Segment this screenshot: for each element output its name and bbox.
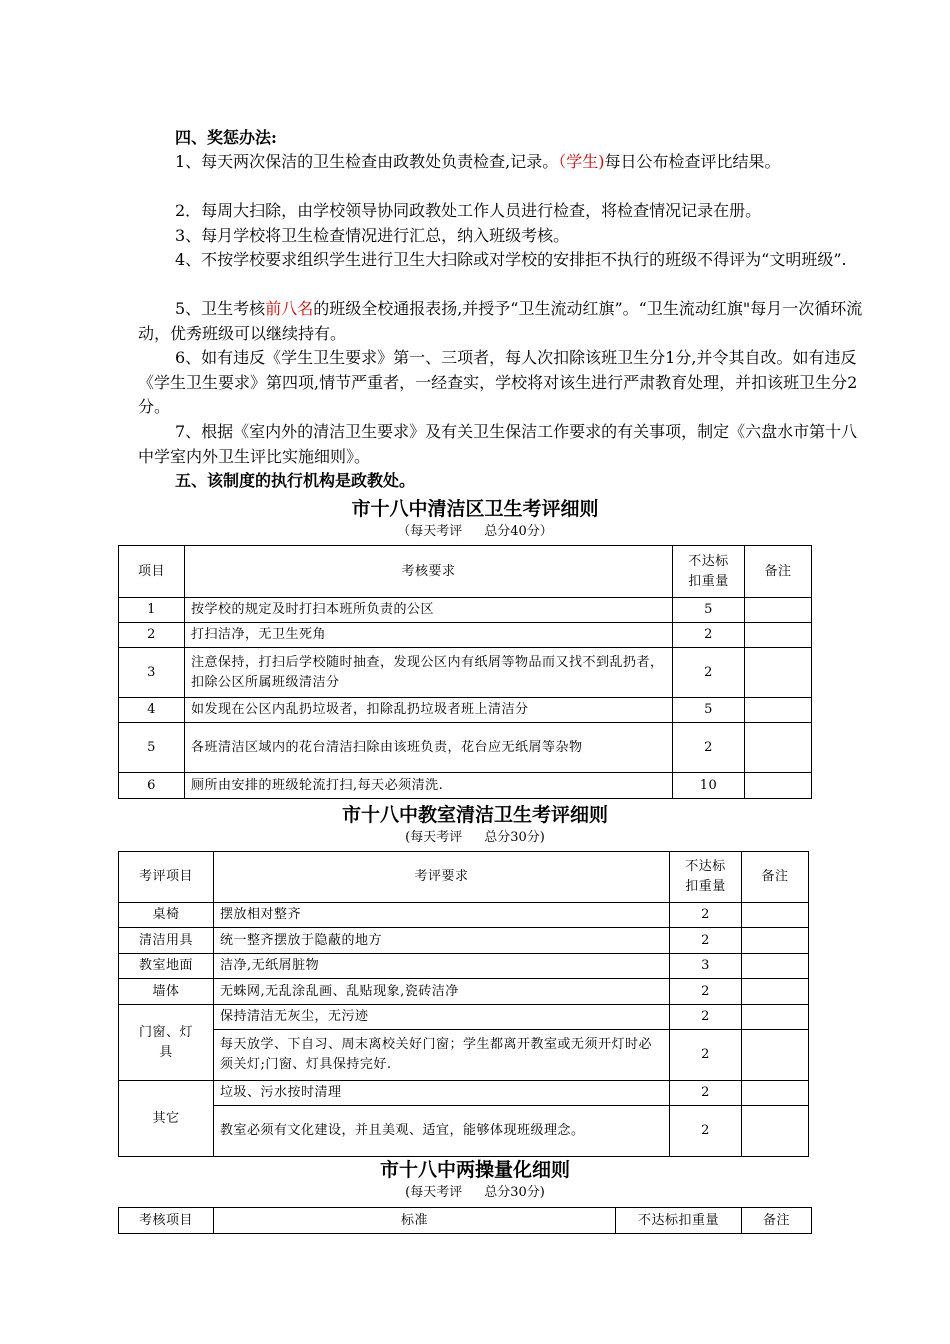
section4-heading: 四、奖惩办法: [175,128,277,147]
row-requirement: 注意保持，打扫后学校随时抽查，发现公区内有纸屑等物品而又找不到乱扔者，扣除公区所属班级清洁分 [185,648,673,698]
row-note [742,928,809,954]
row-note [745,623,812,648]
row-number: 6 [119,773,185,799]
header-deduction: 不达标扣重量 [616,1208,742,1234]
header-requirement: 考核要求 [185,546,673,598]
table-row [119,648,812,698]
row-note [745,698,812,723]
row-score: 2 [670,1081,742,1106]
section5-heading: 五、该制度的执行机构是政教处。 [175,471,416,490]
highlight-top-eight: 前八名 [265,299,314,318]
table-header-row [119,1208,812,1234]
header-deduction: 不达标扣重量 [670,852,742,903]
row-note [745,598,812,623]
row-requirement: 洁净,无纸屑脏物 [214,954,670,979]
header-requirement: 考评要求 [214,852,670,903]
table-row [119,698,812,723]
row-requirement: 教室必须有文化建设，并且美观、适宜，能够体现班级理念。 [214,1106,670,1157]
table-row [119,903,809,928]
row-item: 清洁用具 [119,928,214,954]
table2-title: 市十八中教室清洁卫生考评细则 [341,804,608,826]
row-requirement: 按学校的规定及时打扫本班所负责的公区 [185,598,673,623]
row-score: 2 [670,903,742,928]
table1-subtitle: （每天考评 总分40分） [397,524,553,539]
row-score: 5 [673,598,745,623]
row-note [742,1005,809,1030]
table3-title: 市十八中两操量化细则 [379,1159,570,1181]
row-score: 5 [673,698,745,723]
classroom-table [118,851,809,1157]
row-note [742,1081,809,1106]
row-requirement: 垃圾、污水按时清理 [214,1081,670,1106]
section4-item-4: 4、不按学校要求组织学生进行卫生大扫除或对学校的安排拒不执行的班级不得评为“文明班级”. [175,250,847,269]
table-row [119,928,809,954]
table-header-row [119,852,809,903]
row-score: 2 [673,723,745,773]
table2-subtitle: (每天考评 总分30分) [405,830,545,845]
row-item: 教室地面 [119,954,214,979]
section4-item-1: 1、每天两次保洁的卫生检查由政教处负责检查,记录。（学生)每日公布检查评比结果。 [175,152,781,171]
table-row [119,954,809,979]
row-item: 墙体 [119,979,214,1005]
row-number: 1 [119,598,185,623]
header-item: 考评项目 [119,852,214,903]
row-score: 3 [670,954,742,979]
row-item: 门窗、灯具 [119,1005,214,1081]
table-row [119,773,812,799]
header-deduction: 不达标扣重量 [673,546,745,598]
header-note: 备注 [745,546,812,598]
table3-subtitle: (每天考评 总分30分) [405,1185,545,1200]
header-note: 备注 [742,852,809,903]
section4-item-5: 5、卫生考核前八名的班级全校通报表扬,并授予“卫生流动红旗”。“卫生流动红旗"每月一次循环流动，优秀班级可以继续持有。 [138,299,863,343]
table-row [119,723,812,773]
row-note [742,1106,809,1157]
header-standard: 标准 [214,1208,616,1234]
table1-title: 市十八中清洁区卫生考评细则 [351,498,599,520]
row-number: 2 [119,623,185,648]
header-item: 考核项目 [119,1208,214,1234]
row-score: 2 [673,623,745,648]
row-score: 2 [670,1030,742,1081]
section4-item-6: 6、如有违反《学生卫生要求》第一、三项者，每人次扣除该班卫生分1分,并令其自改。如有违反《学生卫生要求》第四项,情节严重者，一经查实，学校将对该生进行严肃教育处理，并扣该班卫生分2分。 [138,348,858,416]
table-row [119,1106,809,1157]
row-item: 桌椅 [119,903,214,928]
section4-item-2: 2．每周大扫除，由学校领导协同政教处工作人员进行检查，将检查情况记录在册。 [175,201,762,220]
highlight-students: （学生) [558,152,605,171]
row-score: 2 [673,648,745,698]
table-header-row [119,546,812,598]
row-requirement: 每天放学、下自习、周末离校关好门窗；学生都离开教室或无须开灯时必须关灯;门窗、灯具保持完好. [214,1030,670,1081]
row-score: 2 [670,1005,742,1030]
header-note: 备注 [742,1208,812,1234]
section4-item-7: 7、根据《室内外的清洁卫生要求》及有关卫生保洁工作要求的有关事项，制定《六盘水市第十八中学室内外卫生评比实施细则》。 [138,422,858,466]
row-note [742,903,809,928]
exercise-table [118,1207,812,1234]
section4-item-3: 3、每月学校将卫生检查情况进行汇总，纳入班级考核。 [175,226,570,245]
table-row [119,1030,809,1081]
row-note [745,773,812,799]
row-note [745,723,812,773]
table-row [119,1005,809,1030]
header-item: 项目 [119,546,185,598]
row-score: 10 [673,773,745,799]
row-score: 2 [670,928,742,954]
row-note [742,1030,809,1081]
row-requirement: 保持清洁无灰尘，无污迹 [214,1005,670,1030]
row-number: 3 [119,648,185,698]
row-requirement: 无蛛网,无乱涂乱画、乱贴现象,瓷砖洁净 [214,979,670,1005]
row-requirement: 统一整齐摆放于隐蔽的地方 [214,928,670,954]
row-number: 5 [119,723,185,773]
row-item: 其它 [119,1081,214,1157]
row-note [745,648,812,698]
row-note [742,954,809,979]
row-requirement: 摆放相对整齐 [214,903,670,928]
table-row [119,979,809,1005]
row-requirement: 打扫洁净，无卫生死角 [185,623,673,648]
row-number: 4 [119,698,185,723]
cleaning-area-table [118,545,812,799]
row-requirement: 厕所由安排的班级轮流打扫,每天必须清洗. [185,773,673,799]
row-requirement: 各班清洁区域内的花台清洁扫除由该班负责，花台应无纸屑等杂物 [185,723,673,773]
row-note [742,979,809,1005]
table-row [119,598,812,623]
row-requirement: 如发现在公区内乱扔垃圾者，扣除乱扔垃圾者班上清洁分 [185,698,673,723]
table-row [119,1081,809,1106]
row-score: 2 [670,1106,742,1157]
table-row [119,623,812,648]
row-score: 2 [670,979,742,1005]
